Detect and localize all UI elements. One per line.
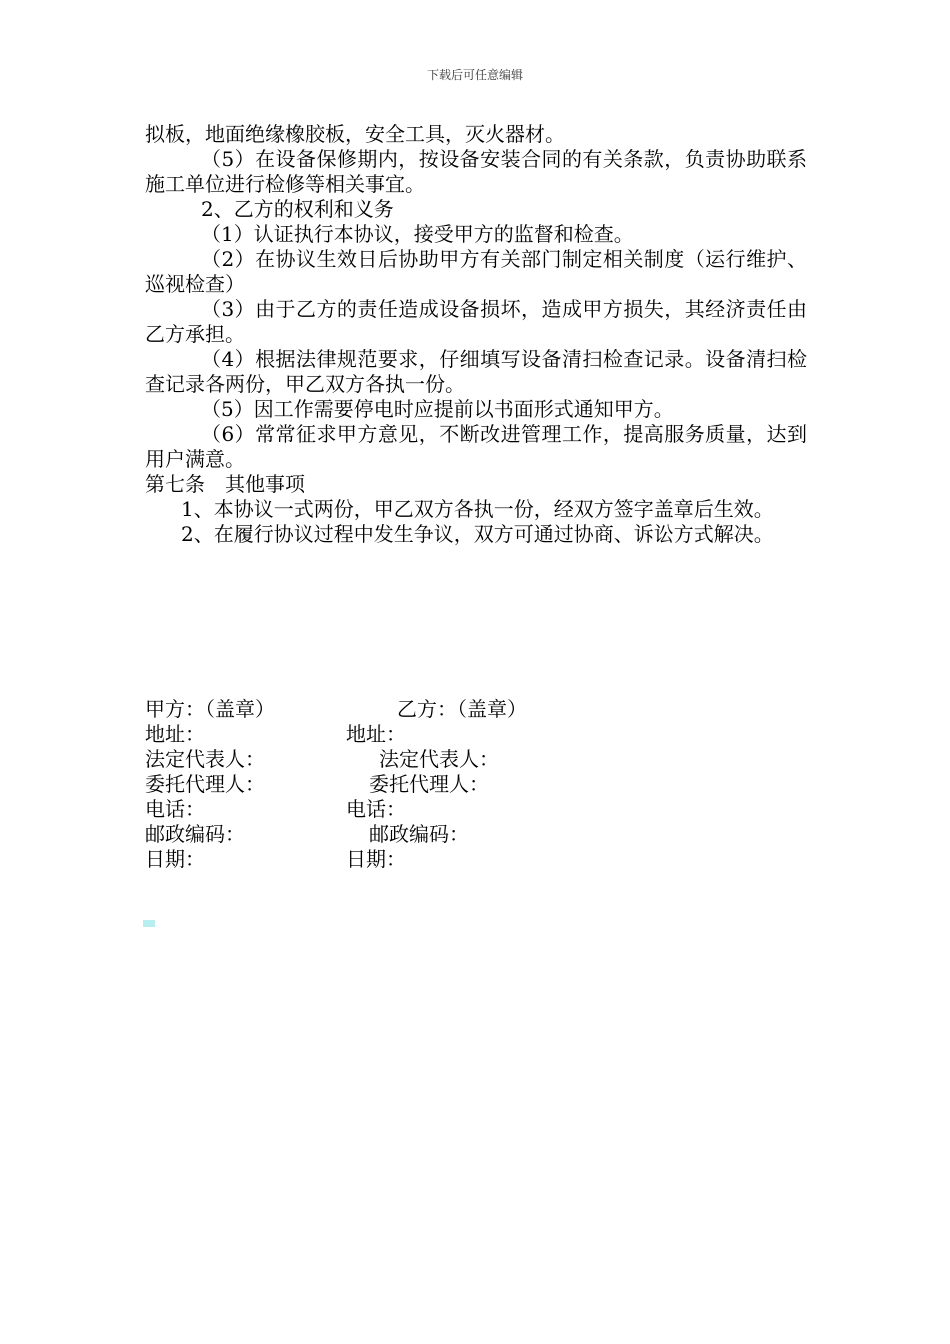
signature-row-legal-rep (145, 747, 645, 772)
signature-row-address (145, 722, 645, 747)
party-a-agent-label: 委托代理人： (145, 772, 265, 796)
paragraph-b-item-4: （4）根据法律规范要求，仔细填写设备清扫检查记录。设备清扫检查记录各两份，甲乙双方各执一份。 (145, 347, 807, 396)
paragraph-b-item-5: （5）因工作需要停电时应提前以书面形式通知甲方。 (201, 397, 674, 421)
signature-row-phone (145, 797, 645, 822)
party-b-date-label: 日期： (346, 847, 406, 871)
party-a-address-label: 地址： (145, 722, 205, 746)
signature-row-date (145, 847, 645, 872)
paragraph-b-item-2: （2）在协议生效日后协助甲方有关部门制定相关制度（运行维护、巡视检查） (145, 247, 807, 296)
signature-block (145, 697, 645, 872)
paragraph-b-item-3: （3）由于乙方的责任造成设备损坏，造成甲方损失，其经济责任由乙方承担。 (145, 297, 807, 346)
party-a-date-label: 日期： (145, 847, 205, 871)
section-heading-party-b: 2、乙方的权利和义务 (201, 197, 394, 221)
paragraph-item-5: （5）在设备保修期内，按设备安装合同的有关条款，负责协助联系施工单位进行检修等相关事宜。 (145, 147, 807, 196)
article-seven-heading: 第七条 其他事项 (145, 472, 305, 496)
page-header: 下载后可任意编辑 (426, 68, 523, 82)
party-b-postcode-label: 邮政编码： (369, 822, 469, 846)
party-a-legal-rep-label: 法定代表人： (145, 747, 265, 771)
paragraph-b-item-1: （1）认证执行本协议，接受甲方的监督和检查。 (201, 222, 634, 246)
signature-row-agent (145, 772, 645, 797)
paragraph-continuation: 拟板，地面绝缘橡胶板，安全工具，灭火器材。 (145, 122, 565, 146)
party-b-phone-label: 电话： (346, 797, 406, 821)
party-b-agent-label: 委托代理人： (369, 772, 489, 796)
party-b-legal-rep-label: 法定代表人： (379, 747, 499, 771)
party-a-postcode-label: 邮政编码： (145, 822, 245, 846)
article-seven-item-1: 1、本协议一式两份，甲乙双方各执一份，经双方签字盖章后生效。 (181, 497, 774, 521)
highlight-mark (143, 920, 155, 927)
party-b-seal-label: 乙方：（盖章） (397, 697, 527, 721)
party-a-seal-label: 甲方：（盖章） (145, 697, 275, 721)
article-seven-item-2: 2、在履行协议过程中发生争议，双方可通过协商、诉讼方式解决。 (181, 522, 774, 546)
paragraph-b-item-6: （6）常常征求甲方意见，不断改进管理工作，提高服务质量，达到用户满意。 (145, 422, 807, 471)
party-a-phone-label: 电话： (145, 797, 205, 821)
party-b-address-label: 地址： (346, 722, 406, 746)
signature-row-postcode (145, 822, 645, 847)
document-body (145, 122, 807, 547)
signature-row-parties (145, 697, 645, 722)
